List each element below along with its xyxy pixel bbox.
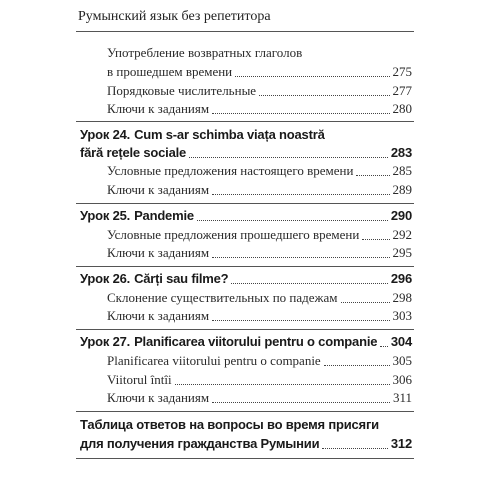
- lesson-label: Урок 24.: [80, 127, 131, 142]
- toc-page-number: 303: [392, 308, 412, 323]
- toc-lesson-line1: [80, 126, 325, 144]
- leader-dots: [212, 194, 389, 195]
- lesson-title-text: Planificarea viitorului pentru o companie: [134, 334, 378, 349]
- leader-dots: [189, 157, 388, 158]
- toc-subentry[interactable]: [107, 289, 412, 307]
- toc-subentry[interactable]: [107, 63, 412, 81]
- leader-dots: [231, 283, 388, 284]
- toc-page-number: 306: [392, 372, 412, 387]
- toc-subentry-title: в прошедшем времени: [107, 64, 233, 79]
- leader-dots: [175, 384, 390, 385]
- toc-page-number: 285: [392, 163, 412, 178]
- lesson-title: [80, 333, 377, 351]
- leader-dots: [212, 320, 389, 321]
- toc-subentry[interactable]: [107, 352, 412, 370]
- lesson-label: Урок 27.: [80, 334, 131, 349]
- section-rule: [76, 121, 414, 122]
- toc-appendix-line1: Таблица ответов на вопросы во время присяги: [80, 417, 379, 432]
- toc-subentry[interactable]: [107, 371, 412, 389]
- toc-subentry[interactable]: [107, 82, 412, 100]
- leader-dots: [380, 346, 388, 347]
- section-rule: [76, 458, 414, 459]
- leader-dots: [362, 239, 389, 240]
- toc-subentry-title: Ключи к заданиям: [107, 245, 210, 260]
- lesson-title-line1: Cum s-ar schimba viața noastră: [134, 127, 325, 142]
- toc-page-number: 289: [392, 182, 412, 197]
- leader-dots: [212, 257, 389, 258]
- toc-page-number: 305: [392, 353, 412, 368]
- toc-subentry-title: Условные предложения прошедшего времени: [107, 227, 360, 242]
- toc-subentry-title: Ключи к заданиям: [107, 182, 210, 197]
- lesson-title: [80, 207, 194, 225]
- toc-appendix-entry[interactable]: [80, 435, 412, 453]
- header-rule: [76, 31, 414, 32]
- lesson-title-line2: fără rețele sociale: [80, 145, 187, 160]
- toc-page-number: 283: [390, 145, 412, 160]
- lesson-title: [80, 270, 228, 288]
- toc-subentry-line1: Употребление возвратных глаголов: [107, 45, 303, 60]
- toc-subentry[interactable]: [107, 100, 412, 118]
- toc-page-number: 304: [390, 334, 412, 349]
- toc-subentry[interactable]: [107, 307, 412, 325]
- toc-page-number: 292: [392, 227, 412, 242]
- leader-dots: [322, 448, 388, 449]
- lesson-label: Урок 25.: [80, 208, 131, 223]
- toc-subentry[interactable]: [107, 244, 412, 262]
- toc-page-number: 311: [392, 390, 412, 405]
- toc-subentry-title: Ключи к заданиям: [107, 308, 210, 323]
- toc-subentry-title: Порядковые числительные: [107, 83, 257, 98]
- toc-subentry-title: Planificarea viitorului pentru o companie: [107, 353, 321, 368]
- toc-subentry-title: Ключи к заданиям: [107, 390, 210, 405]
- lesson-label: Урок 26.: [80, 271, 131, 286]
- section-rule: [76, 411, 414, 412]
- leader-dots: [212, 402, 390, 403]
- leader-dots: [356, 175, 389, 176]
- toc-subentry-title: Ключи к заданиям: [107, 101, 210, 116]
- toc-lesson-entry[interactable]: [80, 144, 412, 162]
- toc-subentry[interactable]: [107, 226, 412, 244]
- section-rule: [76, 203, 414, 204]
- toc-subentry[interactable]: [107, 162, 412, 180]
- toc-lesson-entry[interactable]: [80, 207, 412, 225]
- toc-page-number: 312: [390, 436, 412, 451]
- lesson-title-text: Cărți sau filme?: [134, 271, 229, 286]
- toc-page-number: 277: [392, 83, 412, 98]
- section-rule: [76, 329, 414, 330]
- leader-dots: [197, 220, 388, 221]
- toc-lesson-entry[interactable]: [80, 333, 412, 351]
- toc-subentry-title: Viitorul întîi: [107, 372, 172, 387]
- toc-page-number: 295: [392, 245, 412, 260]
- toc-page-number: 290: [390, 208, 412, 223]
- appendix-title-line2: для получения гражданства Румынии: [80, 436, 320, 451]
- toc-subentry-title: Условные предложения настоящего времени: [107, 163, 354, 178]
- toc-subentry-title: Склонение существительных по падежам: [107, 290, 338, 305]
- leader-dots: [235, 76, 389, 77]
- toc-page-number: 280: [392, 101, 412, 116]
- running-head: Румынский язык без репетитора: [78, 9, 271, 24]
- toc-subentry[interactable]: [107, 181, 412, 199]
- toc-page-number: 275: [392, 64, 412, 79]
- section-rule: [76, 266, 414, 267]
- toc-page-number: 298: [392, 290, 412, 305]
- leader-dots: [212, 113, 389, 114]
- toc-subentry[interactable]: [107, 389, 412, 407]
- toc-lesson-entry[interactable]: [80, 270, 412, 288]
- leader-dots: [259, 95, 389, 96]
- lesson-title-text: Pandemie: [134, 208, 194, 223]
- toc-page-number: 296: [390, 271, 412, 286]
- leader-dots: [341, 302, 390, 303]
- leader-dots: [324, 365, 390, 366]
